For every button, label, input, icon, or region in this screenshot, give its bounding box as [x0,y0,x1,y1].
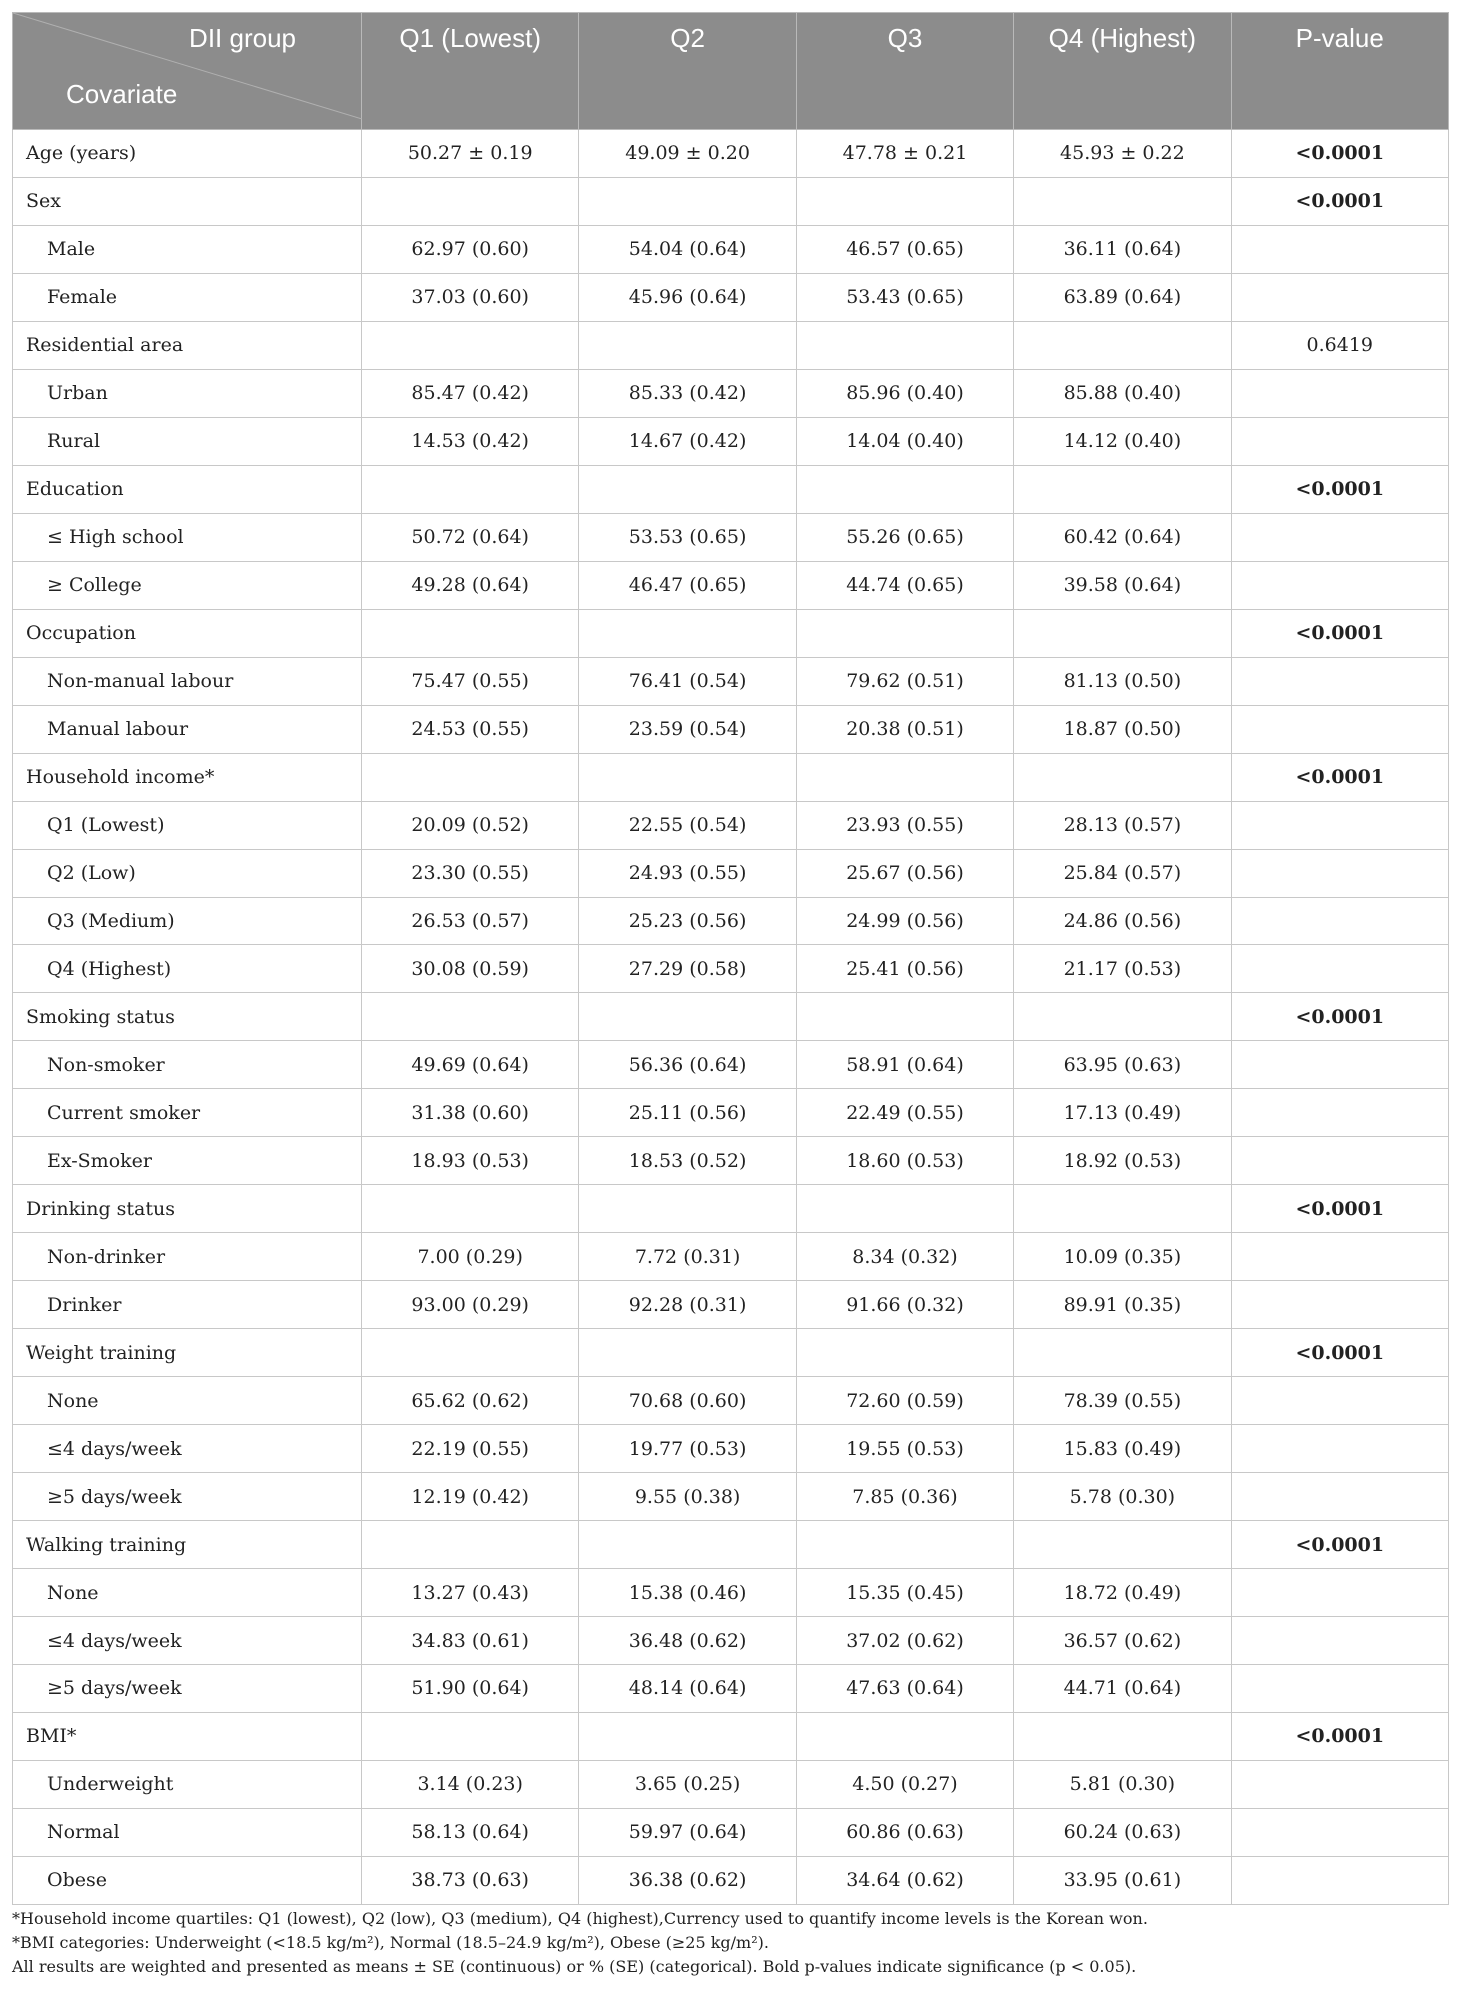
value-cell: 45.96 (0.64) [579,273,796,321]
covariate-label: Occupation [13,609,362,657]
subcategory-label: Male [13,225,362,273]
value-cell [579,609,796,657]
value-cell: 18.87 (0.50) [1014,705,1231,753]
subcategory-label: ≥ College [13,561,362,609]
p-value-cell [1231,1089,1448,1137]
value-cell: 60.24 (0.63) [1014,1808,1231,1856]
p-value-cell [1231,1617,1448,1665]
covariate-label: Drinking status [13,1185,362,1233]
value-cell: 14.04 (0.40) [796,417,1013,465]
subcategory-label: Non-smoker [13,1041,362,1089]
value-cell: 15.35 (0.45) [796,1569,1013,1617]
subcategory-label: Q4 (Highest) [13,945,362,993]
table-row [13,1712,1449,1760]
value-cell: 5.81 (0.30) [1014,1760,1231,1808]
covariate-label: Walking training [13,1521,362,1569]
value-cell: 20.38 (0.51) [796,705,1013,753]
p-value-cell [1231,225,1448,273]
value-cell: 23.30 (0.55) [362,849,579,897]
value-cell: 46.47 (0.65) [579,561,796,609]
subcategory-label: None [13,1377,362,1425]
table-row [13,1473,1449,1521]
value-cell [579,1521,796,1569]
table-row [13,273,1449,321]
subcategory-label: Drinker [13,1281,362,1329]
value-cell: 19.77 (0.53) [579,1425,796,1473]
subcategory-label: Rural [13,417,362,465]
p-value-cell [1231,1425,1448,1473]
value-cell: 65.62 (0.62) [362,1377,579,1425]
p-value-cell [1231,1137,1448,1185]
footnote: *Household income quartiles: Q1 (lowest), Q2 (low), Q3 (medium), Q4 (highest),Currency used to quantify income levels is the Korean won. [12,1909,1148,1928]
value-cell: 75.47 (0.55) [362,657,579,705]
value-cell: 30.08 (0.59) [362,945,579,993]
p-value-cell [1231,417,1448,465]
covariate-label: Age (years) [13,130,362,178]
table-row [13,1617,1449,1665]
table-row [13,1569,1449,1617]
value-cell: 50.72 (0.64) [362,513,579,561]
value-cell: 10.09 (0.35) [1014,1233,1231,1281]
value-cell: 45.93 ± 0.22 [1014,130,1231,178]
subcategory-label: Non-drinker [13,1233,362,1281]
table-row [13,177,1449,225]
value-cell [796,609,1013,657]
value-cell [362,609,579,657]
value-cell: 63.89 (0.64) [1014,273,1231,321]
p-value-cell: <0.0001 [1231,1712,1448,1760]
table-row [13,225,1449,273]
table-row [13,801,1449,849]
table-row [13,1329,1449,1377]
value-cell: 24.99 (0.56) [796,897,1013,945]
value-cell: 62.97 (0.60) [362,225,579,273]
subcategory-label: Ex-Smoker [13,1137,362,1185]
p-value-cell [1231,705,1448,753]
value-cell: 72.60 (0.59) [796,1377,1013,1425]
table-row [13,1377,1449,1425]
value-cell [362,993,579,1041]
table-row [13,705,1449,753]
value-cell: 53.43 (0.65) [796,273,1013,321]
value-cell [579,1185,796,1233]
value-cell [362,321,579,369]
p-value-cell [1231,1856,1448,1904]
value-cell: 85.33 (0.42) [579,369,796,417]
value-cell [362,1329,579,1377]
table-row [13,993,1449,1041]
value-cell: 8.34 (0.32) [796,1233,1013,1281]
subcategory-label: ≤4 days/week [13,1617,362,1665]
value-cell: 15.83 (0.49) [1014,1425,1231,1473]
table-row [13,945,1449,993]
p-value-cell: <0.0001 [1231,993,1448,1041]
value-cell: 14.12 (0.40) [1014,417,1231,465]
value-cell: 37.02 (0.62) [796,1617,1013,1665]
value-cell: 39.58 (0.64) [1014,561,1231,609]
value-cell: 37.03 (0.60) [362,273,579,321]
value-cell: 23.59 (0.54) [579,705,796,753]
value-cell [362,465,579,513]
value-cell: 7.85 (0.36) [796,1473,1013,1521]
value-cell: 21.17 (0.53) [1014,945,1231,993]
value-cell: 79.62 (0.51) [796,657,1013,705]
p-value-cell [1231,1233,1448,1281]
value-cell: 50.27 ± 0.19 [362,130,579,178]
column-header: Q3 [796,13,1013,130]
p-value-cell: <0.0001 [1231,753,1448,801]
value-cell [1014,1521,1231,1569]
p-value-cell [1231,945,1448,993]
value-cell [579,1329,796,1377]
table-row [13,1233,1449,1281]
p-value-cell: <0.0001 [1231,465,1448,513]
subcategory-label: Manual labour [13,705,362,753]
value-cell: 76.41 (0.54) [579,657,796,705]
value-cell: 85.47 (0.42) [362,369,579,417]
value-cell: 23.93 (0.55) [796,801,1013,849]
footnote: *BMI categories: Underweight (<18.5 kg/m²), Normal (18.5–24.9 kg/m²), Obese (≥25 kg/m²). [12,1933,769,1952]
value-cell [796,1521,1013,1569]
value-cell [579,1712,796,1760]
value-cell: 44.71 (0.64) [1014,1665,1231,1713]
value-cell: 49.28 (0.64) [362,561,579,609]
value-cell: 25.41 (0.56) [796,945,1013,993]
p-value-cell [1231,1377,1448,1425]
value-cell: 25.67 (0.56) [796,849,1013,897]
table-row [13,849,1449,897]
value-cell [362,1712,579,1760]
value-cell: 25.11 (0.56) [579,1089,796,1137]
subcategory-label: Q3 (Medium) [13,897,362,945]
table-row [13,417,1449,465]
p-value-cell [1231,657,1448,705]
value-cell: 4.50 (0.27) [796,1760,1013,1808]
value-cell: 48.14 (0.64) [579,1665,796,1713]
subcategory-label: None [13,1569,362,1617]
value-cell [796,1329,1013,1377]
value-cell: 60.86 (0.63) [796,1808,1013,1856]
value-cell [1014,993,1231,1041]
subcategory-label: Non-manual labour [13,657,362,705]
table-row [13,1041,1449,1089]
value-cell: 85.96 (0.40) [796,369,1013,417]
p-value-cell: 0.6419 [1231,321,1448,369]
subcategory-label: Female [13,273,362,321]
p-value-cell [1231,1808,1448,1856]
subcategory-label: ≥5 days/week [13,1665,362,1713]
value-cell: 46.57 (0.65) [796,225,1013,273]
value-cell: 55.26 (0.65) [796,513,1013,561]
table-row [13,609,1449,657]
value-cell: 3.14 (0.23) [362,1760,579,1808]
value-cell: 24.86 (0.56) [1014,897,1231,945]
footnotes [12,1907,1448,1979]
value-cell: 13.27 (0.43) [362,1569,579,1617]
table-row [13,657,1449,705]
table-row [13,1137,1449,1185]
p-value-cell [1231,561,1448,609]
table-row [13,1665,1449,1713]
p-value-cell: <0.0001 [1231,1329,1448,1377]
p-value-cell: <0.0001 [1231,609,1448,657]
column-header: P-value [1231,13,1448,130]
value-cell: 33.95 (0.61) [1014,1856,1231,1904]
covariate-label: BMI* [13,1712,362,1760]
value-cell: 60.42 (0.64) [1014,513,1231,561]
table-row [13,1808,1449,1856]
value-cell: 24.93 (0.55) [579,849,796,897]
value-cell: 44.74 (0.65) [796,561,1013,609]
p-value-cell [1231,801,1448,849]
value-cell [362,753,579,801]
table-row [13,465,1449,513]
value-cell: 25.84 (0.57) [1014,849,1231,897]
table-row [13,130,1449,178]
value-cell: 28.13 (0.57) [1014,801,1231,849]
value-cell: 81.13 (0.50) [1014,657,1231,705]
covariate-label: Smoking status [13,993,362,1041]
table-row [13,897,1449,945]
table-body [13,130,1449,1905]
value-cell: 17.13 (0.49) [1014,1089,1231,1137]
value-cell: 22.55 (0.54) [579,801,796,849]
value-cell: 5.78 (0.30) [1014,1473,1231,1521]
value-cell: 54.04 (0.64) [579,225,796,273]
p-value-cell [1231,1281,1448,1329]
subcategory-label: ≤ High school [13,513,362,561]
value-cell: 78.39 (0.55) [1014,1377,1231,1425]
p-value-cell: <0.0001 [1231,1521,1448,1569]
subcategory-label: Urban [13,369,362,417]
value-cell [1014,1712,1231,1760]
value-cell [1014,321,1231,369]
value-cell: 31.38 (0.60) [362,1089,579,1137]
value-cell: 58.91 (0.64) [796,1041,1013,1089]
value-cell: 49.09 ± 0.20 [579,130,796,178]
value-cell: 22.19 (0.55) [362,1425,579,1473]
value-cell [579,465,796,513]
table-row [13,561,1449,609]
value-cell: 22.49 (0.55) [796,1089,1013,1137]
value-cell [579,177,796,225]
subcategory-label: Underweight [13,1760,362,1808]
value-cell: 47.78 ± 0.21 [796,130,1013,178]
value-cell: 18.72 (0.49) [1014,1569,1231,1617]
subcategory-label: Q1 (Lowest) [13,801,362,849]
value-cell: 18.92 (0.53) [1014,1137,1231,1185]
value-cell [1014,465,1231,513]
value-cell: 93.00 (0.29) [362,1281,579,1329]
value-cell: 27.29 (0.58) [579,945,796,993]
value-cell: 3.65 (0.25) [579,1760,796,1808]
value-cell [796,993,1013,1041]
value-cell [796,321,1013,369]
subcategory-label: Q2 (Low) [13,849,362,897]
value-cell: 53.53 (0.65) [579,513,796,561]
column-header: Q2 [579,13,796,130]
value-cell: 14.53 (0.42) [362,417,579,465]
subcategory-label: Obese [13,1856,362,1904]
p-value-cell [1231,1473,1448,1521]
value-cell: 15.38 (0.46) [579,1569,796,1617]
p-value-cell [1231,897,1448,945]
dii-group-label: DII group [189,23,296,53]
value-cell [362,1521,579,1569]
covariate-label: Education [13,465,362,513]
table-row [13,1089,1449,1137]
p-value-cell: <0.0001 [1231,130,1448,178]
table-row [13,1425,1449,1473]
p-value-cell [1231,849,1448,897]
p-value-cell [1231,513,1448,561]
value-cell: 9.55 (0.38) [579,1473,796,1521]
corner-header-cell [13,13,362,130]
table-row [13,1856,1449,1904]
p-value-cell [1231,1760,1448,1808]
value-cell [1014,753,1231,801]
value-cell: 36.57 (0.62) [1014,1617,1231,1665]
p-value-cell: <0.0001 [1231,177,1448,225]
column-header: Q1 (Lowest) [362,13,579,130]
table-row [13,513,1449,561]
value-cell: 7.00 (0.29) [362,1233,579,1281]
value-cell: 12.19 (0.42) [362,1473,579,1521]
value-cell: 26.53 (0.57) [362,897,579,945]
value-cell: 19.55 (0.53) [796,1425,1013,1473]
value-cell: 49.69 (0.64) [362,1041,579,1089]
value-cell [1014,1329,1231,1377]
value-cell: 47.63 (0.64) [796,1665,1013,1713]
value-cell: 63.95 (0.63) [1014,1041,1231,1089]
p-value-cell: <0.0001 [1231,1185,1448,1233]
value-cell [362,1185,579,1233]
table-row [13,753,1449,801]
value-cell: 70.68 (0.60) [579,1377,796,1425]
value-cell: 25.23 (0.56) [579,897,796,945]
value-cell: 91.66 (0.32) [796,1281,1013,1329]
table-row [13,369,1449,417]
value-cell: 20.09 (0.52) [362,801,579,849]
value-cell: 34.83 (0.61) [362,1617,579,1665]
value-cell: 36.11 (0.64) [1014,225,1231,273]
value-cell [796,1712,1013,1760]
value-cell: 14.67 (0.42) [579,417,796,465]
value-cell [796,177,1013,225]
data-table [12,12,1449,1905]
value-cell: 24.53 (0.55) [362,705,579,753]
covariate-label: Sex [13,177,362,225]
value-cell: 36.48 (0.62) [579,1617,796,1665]
value-cell [579,993,796,1041]
value-cell [796,1185,1013,1233]
table-row [13,1521,1449,1569]
value-cell: 36.38 (0.62) [579,1856,796,1904]
value-cell: 92.28 (0.31) [579,1281,796,1329]
p-value-cell [1231,273,1448,321]
p-value-cell [1231,1041,1448,1089]
covariate-label: Weight training [13,1329,362,1377]
p-value-cell [1231,1569,1448,1617]
value-cell: 34.64 (0.62) [796,1856,1013,1904]
value-cell: 18.60 (0.53) [796,1137,1013,1185]
p-value-cell [1231,1665,1448,1713]
value-cell: 85.88 (0.40) [1014,369,1231,417]
value-cell [579,753,796,801]
subcategory-label: ≥5 days/week [13,1473,362,1521]
value-cell: 59.97 (0.64) [579,1808,796,1856]
value-cell: 58.13 (0.64) [362,1808,579,1856]
covariate-label: Covariate [66,79,178,109]
value-cell [796,753,1013,801]
value-cell: 89.91 (0.35) [1014,1281,1231,1329]
value-cell [1014,609,1231,657]
covariate-label: Residential area [13,321,362,369]
value-cell [1014,1185,1231,1233]
p-value-cell [1231,369,1448,417]
footnote: All results are weighted and presented as means ± SE (continuous) or % (SE) (categorical). Bold p-values indicate significance (p < 0.05). [12,1957,1137,1976]
value-cell: 18.93 (0.53) [362,1137,579,1185]
table-row [13,321,1449,369]
value-cell: 7.72 (0.31) [579,1233,796,1281]
subcategory-label: Normal [13,1808,362,1856]
table-row [13,1185,1449,1233]
value-cell: 51.90 (0.64) [362,1665,579,1713]
table-row [13,1760,1449,1808]
value-cell [579,321,796,369]
value-cell: 18.53 (0.52) [579,1137,796,1185]
subcategory-label: Current smoker [13,1089,362,1137]
value-cell: 38.73 (0.63) [362,1856,579,1904]
value-cell [1014,177,1231,225]
header-row [13,13,1449,130]
value-cell [796,465,1013,513]
value-cell: 56.36 (0.64) [579,1041,796,1089]
covariate-label: Household income* [13,753,362,801]
column-header: Q4 (Highest) [1014,13,1231,130]
value-cell [362,177,579,225]
subcategory-label: ≤4 days/week [13,1425,362,1473]
table-row [13,1281,1449,1329]
